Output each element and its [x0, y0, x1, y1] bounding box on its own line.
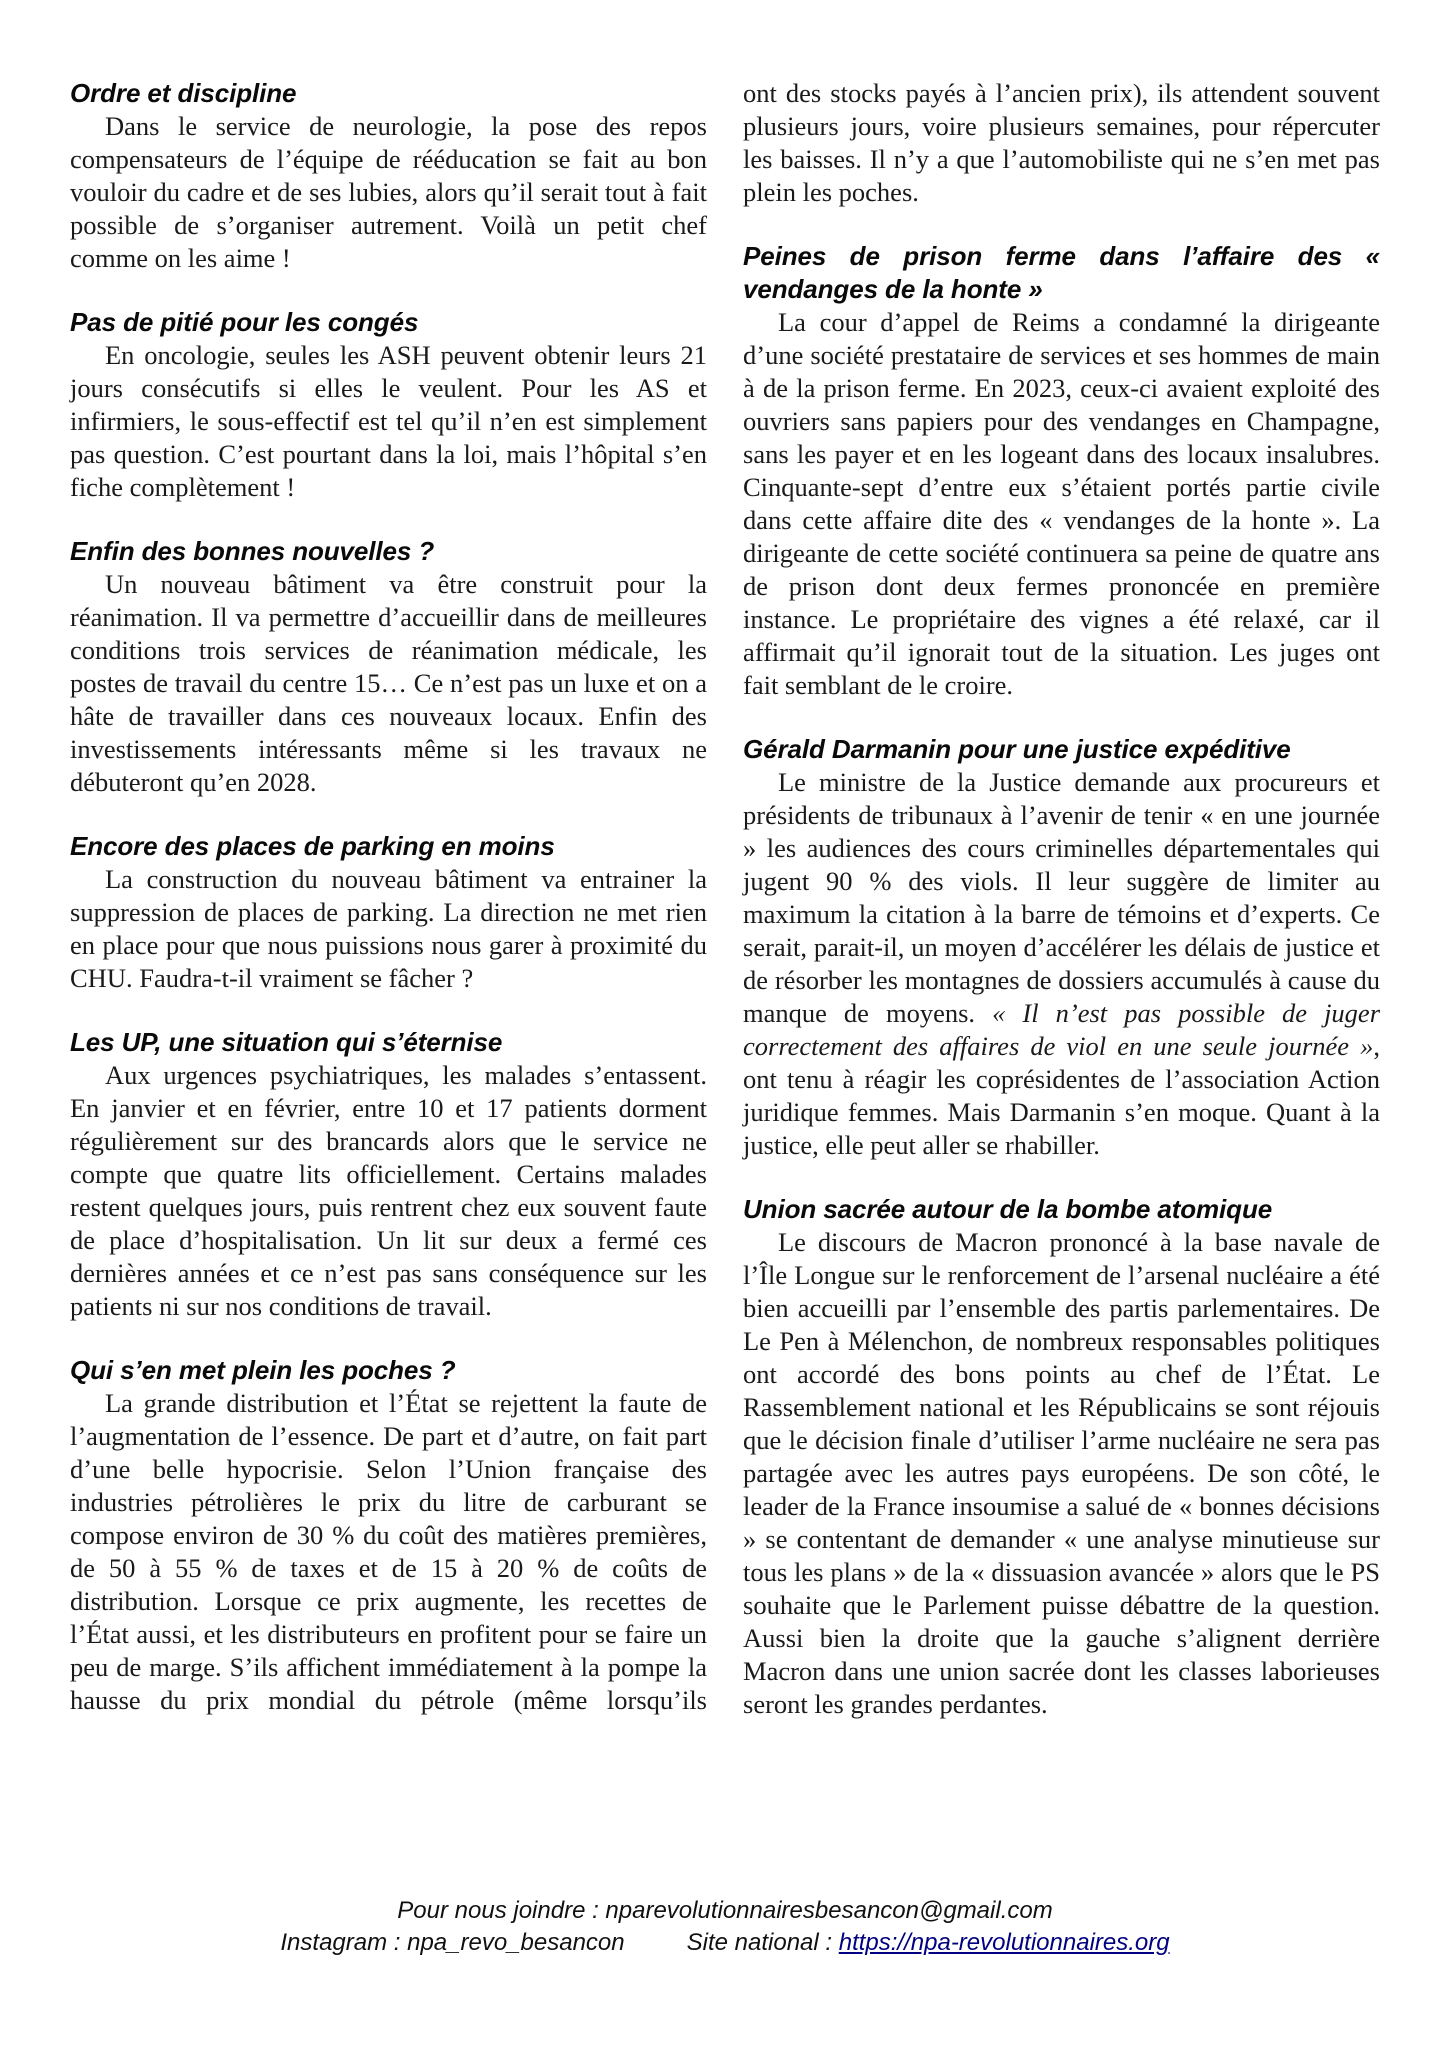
article-union-sacree	[743, 1193, 1380, 1721]
instagram-handle[interactable]: npa_revo_besancon	[407, 1929, 625, 1956]
article-title: Gérald Darmanin pour une justice expéditive	[743, 734, 1291, 764]
article-body: Le discours de Macron prononcé à la base navale de l’Île Longue sur le renforcement de l’arsenal nucléaire a été bien accueilli par l’ensemble des partis parlementaires. De Le Pen à Mélenchon, de nombreux responsables politiques ont accordé des bons points au chef de l’État. Le Rassemblement national et les Républicains se sont réjouis que le décision finale d’utiliser l’arme nucléaire ne sera pas partagée avec les autres pays européens. De son côté, le leader de la France insoumise a salué de « bonnes décisions » se contentant de demander « une analyse minutieuse sur tous les plans » de la « dissuasion avancée » alors que le PS souhaite que le Parlement puisse débattre de la question. Aussi bien la droite que la gauche s’alignent derrière Macron dans une union sacrée dont les classes laborieuses seront les grandes perdantes.	[743, 1227, 1380, 1719]
footer-contact-line	[0, 1895, 1450, 1927]
footer	[0, 1895, 1450, 1959]
article-title: Union sacrée autour de la bombe atomique	[743, 1194, 1273, 1224]
site-link[interactable]: https://npa-revolutionnaires.org	[838, 1929, 1170, 1956]
article-body: Un nouveau bâtiment va être construit pour la réanimation. Il va permettre d’accueillir dans de meilleures conditions trois services de réanimation médicale, les postes de travail du centre 15… Ce n’est pas un luxe et on a hâte de travailler dans ces nouveaux locaux. Enfin des investissements intéressants même si les travaux ne débuteront qu’en 2028.	[70, 569, 707, 797]
article-urgences-psychiatriques	[70, 1026, 707, 1323]
italic-quote: « Il n’est pas possible de juger correctement des affaires de viol en une seule journée »	[743, 998, 1381, 1061]
left-column	[70, 77, 707, 1717]
article-title: Encore des places de parking en moins	[70, 831, 555, 861]
article-places-parking	[70, 830, 707, 995]
article-title: Peines de prison ferme dans l’affaire des « vendanges de la honte »	[743, 241, 1380, 304]
instagram-label: Instagram :	[280, 1929, 408, 1956]
contact-email[interactable]: nparevolutionnairesbesancon@gmail.com	[605, 1897, 1053, 1924]
right-column	[743, 77, 1380, 1721]
article-body: La construction du nouveau bâtiment va entrainer la suppression de places de parking. La direction ne met rien en place pour que nous puissions nous garer à proximité du CHU. Faudra-t-il vraiment se fâcher ?	[70, 864, 707, 993]
article-body: En oncologie, seules les ASH peuvent obtenir leurs 21 jours consécutifs si elles le veulent. Pour les AS et infirmiers, le sous-effectif est tel qu’il n’en est simplement pas question. C’est pourtant dans la loi, mais l’hôpital s’en fiche complètement !	[70, 340, 707, 502]
article-title: Pas de pitié pour les congés	[70, 307, 419, 337]
article-body	[743, 766, 1380, 1162]
body-text: Le ministre de la Justice demande aux procureurs et présidents de tribunaux à l’avenir de tenir « en une journée » les audiences des cours criminelles départementales qui jugent 90 % des viols. Il leur suggère de limiter au maximum la citation à la barre de témoins et d’experts. Ce serait, parait-il, un moyen d’accélérer les délais de justice et de résorber les montagnes de dossiers accumulés à cause du manque de moyens.	[743, 767, 1380, 1028]
contact-label: Pour nous joindre :	[397, 1897, 606, 1924]
article-body: La grande distribution et l’État se rejettent la faute de l’augmentation de l’essence. De part et d’autre, on fait part d’une belle hypocrisie. Selon l’Union française des industries pétrolières le prix du litre de carburant se compose environ de 30 % du coût des matières premières, de 50 à 55 % de taxes et de 15 à 20 % de coûts de distribution. Lorsque ce prix augmente, les recettes de l’État aussi, et les distributeurs en profitent pour se faire un peu de marge. S’ils affichent immédiatement à la pompe la hausse du prix mondial du pétrole (même lorsqu’ils	[70, 1388, 707, 1715]
article-body: La cour d’appel de Reims a condamné la dirigeante d’une société prestataire de services et ses hommes de main à de la prison ferme. En 2023, ceux-ci avaient exploité des ouvriers sans papiers pour des vendanges en Champagne, sans les payer et en les logeant dans des locaux insalubres. Cinquante-sept d’entre eux s’étaient portés partie civile dans cette affaire dite des « vendanges de la honte ». La dirigeante de cette société continuera sa peine de quatre ans de prison dont deux fermes prononcée en première instance. Le propriétaire des vignes a été relaxé, car il affirmait qu’il ignorait tout de la situation. Les juges ont fait semblant de le croire.	[743, 307, 1380, 700]
article-title: Qui s’en met plein les poches ?	[70, 1355, 456, 1385]
article-pitie-conges	[70, 306, 707, 504]
article-plein-les-poches	[70, 1354, 707, 1717]
article-vendanges-honte	[743, 240, 1380, 702]
article-title: Les UP, une situation qui s’éternise	[70, 1027, 503, 1057]
article-ordre-discipline	[70, 77, 707, 275]
article-darmanin-justice	[743, 733, 1380, 1162]
article-body: Aux urgences psychiatriques, les malades s’entassent. En janvier et en février, entre 10 et 17 patients dorment régulièrement sur des brancards alors que le service ne compte que quatre lits officiellement. Certains malades restent quelques jours, puis rentrent chez eux souvent faute de place d’hospitalisation. Un lit sur deux a fermé ces dernières années et ce n’est pas sans conséquence sur les patients ni sur nos conditions de travail.	[70, 1060, 707, 1321]
article-body-continuation: ont des stocks payés à l’ancien prix), ils attendent souvent plusieurs jours, voire plusieurs semaines, pour répercuter les baisses. Il n’y a que l’automobiliste qui ne s’en met pas plein les poches.	[743, 78, 1380, 207]
article-continuation	[743, 77, 1380, 209]
article-title: Enfin des bonnes nouvelles ?	[70, 536, 435, 566]
article-title: Ordre et discipline	[70, 78, 297, 108]
article-bonnes-nouvelles	[70, 535, 707, 799]
body-text: , ont tenu à réagir les coprésidentes de l’association Action juridique femmes. Mais Darmanin s’en moque. Quant à la justice, elle peut aller se rhabiller.	[743, 1031, 1380, 1160]
footer-social-line	[0, 1927, 1450, 1959]
article-body: Dans le service de neurologie, la pose des repos compensateurs de l’équipe de rééducation se fait au bon vouloir du cadre et de ses lubies, alors qu’il serait tout à fait possible de s’organiser autrement. Voilà un petit chef comme on les aime !	[70, 111, 707, 273]
site-label: Site national :	[686, 1929, 839, 1956]
